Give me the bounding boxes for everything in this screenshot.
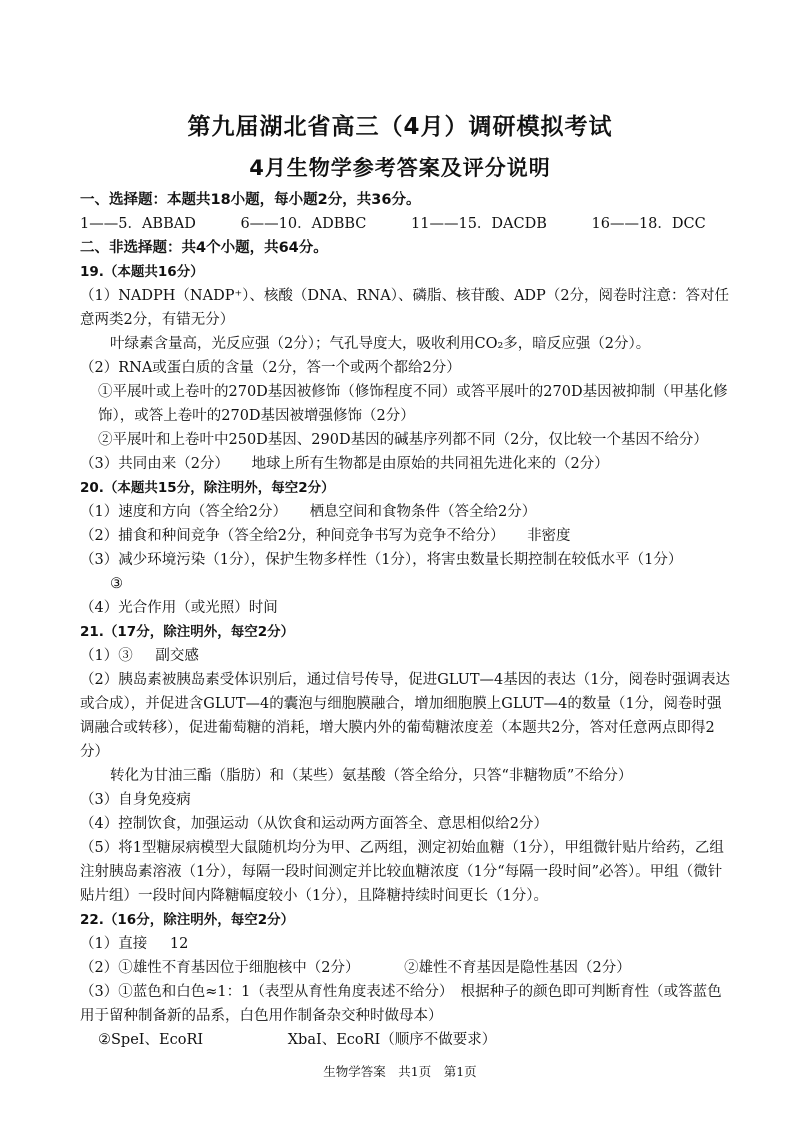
answer-content (80, 188, 730, 1052)
part2-heading: 二、非选择题：共4个小题，共64分。 (80, 240, 328, 256)
q19-line-5: ②平展叶和上卷叶中250D基因、290D基因的碱基序列都不同（2分，仅比较一个基因不给分） (98, 432, 708, 448)
q21-line-6: （5）将1型糖尿病模型大鼠随机均分为甲、乙两组，测定初始血糖（1分），甲组微针贴片给药，乙组注射胰岛素溶液（1分），每隔一段时间测定并比较血糖浓度（1分“每隔一段时间”必答）。甲组（微针贴片组）一段时间内降糖幅度较小（1分），且降糖持续时间更长（1分）。 (80, 840, 724, 904)
q20-line-5: （4）光合作用（或光照）时间 (80, 600, 278, 616)
part1-heading: 一、选择题：本题共18小题，每小题2分，共36分。 (80, 192, 421, 208)
exam-subtitle: 4月生物学参考答案及评分说明 (249, 156, 551, 180)
q20-line-4: ③ (110, 576, 123, 592)
q22-line-2 (80, 956, 730, 980)
q22-line-4-part-a: ②SpeⅠ、EcoRⅠ (98, 1032, 204, 1048)
q19-line-3: （2）RNA或蛋白质的含量（2分，答一个或两个都给2分） (80, 360, 461, 376)
choice-group-4: 16——18．DCC (591, 216, 706, 232)
q21-line-2: （2）胰岛素被胰岛素受体识别后，通过信号传导，促进GLUT—4基因的表达（1分，阅卷时强调表达或合成），并促进含GLUT—4的囊泡与细胞膜融合，增加细胞膜上GLUT—4的数量（1分，阅卷时强调融合或转移），促进葡萄糖的消耗，增大膜内外的葡萄糖浓度差（本题共2分，答对任意两点即得2分） (80, 672, 730, 760)
q20-line-2-part-a: （2）捕食和种间竞争（答全给2分，种间竞争书写为竞争不给分） (80, 528, 505, 544)
q22-line-1-part-b: 12 (169, 936, 189, 952)
q21-line-3: 转化为甘油三酯（脂肪）和（某些）氨基酸（答全给分，只答“非糖物质”不给分） (110, 768, 633, 784)
q20-line-2 (80, 524, 730, 548)
q20-line-1-part-a: （1）速度和方向（答全给2分） (80, 504, 287, 520)
q19-line-6-part-a: （3）共同由来（2分） (80, 456, 229, 472)
q20-line-3: （3）减少环境污染（1分），保护生物多样性（1分），将害虫数量长期控制在较低水平（1分） (80, 552, 683, 568)
q19-line-1: （1）NADPH（NADP⁺）、核酸（DNA、RNA）、磷脂、核苷酸、ADP（2分，阅卷时注意：答对任意两类2分，有错无分） (80, 288, 730, 328)
q19-line-4: ①平展叶或上卷叶的270D基因被修饰（修饰程度不同）或答平展叶的270D基因被抑制（甲基化修饰），或答上卷叶的270D基因被增强修饰（2分） (98, 384, 728, 424)
q21-line-1 (80, 644, 730, 668)
choice-answers (80, 212, 730, 236)
q22-line-1-part-a: （1）直接 (80, 936, 148, 952)
q21-line-1-part-b: 副交感 (155, 648, 199, 664)
q22-line-3: （3）①蓝色和白色≈1：1（表型从育性角度表述不给分） 根据种子的颜色即可判断育性（或答蓝色用于留种制备新的品系，白色用作制备杂交种时做母本） (80, 984, 722, 1024)
q20-line-1-part-b: 栖息空间和食物条件（答全给2分） (309, 504, 537, 520)
q22-line-4-part-b: XbaⅠ、EcoRⅠ（顺序不做要求） (287, 1032, 497, 1048)
page-footer: 生物学答案 共1页 第1页 (323, 1064, 477, 1079)
choice-group-1: 1——5．ABBAD (80, 216, 196, 232)
q20-line-1 (80, 500, 730, 524)
q19-heading: 19.（本题共16分） (80, 264, 204, 280)
q20-line-2-part-b: 非密度 (527, 528, 571, 544)
exam-title: 第九届湖北省高三（4月）调研模拟考试 (187, 114, 613, 140)
q19-line-6 (80, 452, 730, 476)
q21-line-1-part-a: （1）③ (80, 648, 133, 664)
q21-line-4: （3）自身免疫病 (80, 792, 191, 808)
q20-heading: 20.（本题共15分，除注明外，每空2分） (80, 480, 335, 496)
q21-heading: 21.（17分，除注明外，每空2分） (80, 624, 295, 640)
q22-line-4 (80, 1028, 730, 1052)
q19-line-6-part-b: 地球上所有生物都是由原始的共同祖先进化来的（2分） (251, 456, 609, 472)
choice-group-2: 6——10．ADBBC (240, 216, 367, 232)
choice-group-3: 11——15．DACDB (411, 216, 547, 232)
q21-line-5: （4）控制饮食，加强运动（从饮食和运动两方面答全、意思相似给2分） (80, 816, 548, 832)
q22-line-2-part-b: ②雄性不育基因是隐性基因（2分） (404, 960, 631, 976)
q22-heading: 22.（16分，除注明外，每空2分） (80, 912, 295, 928)
q22-line-1 (80, 932, 730, 956)
q19-line-2: 叶绿素含量高，光反应强（2分）；气孔导度大，吸收利用CO₂多，暗反应强（2分）。 (110, 336, 651, 352)
q22-line-2-part-a: （2）①雄性不育基因位于细胞核中（2分） (80, 960, 360, 976)
